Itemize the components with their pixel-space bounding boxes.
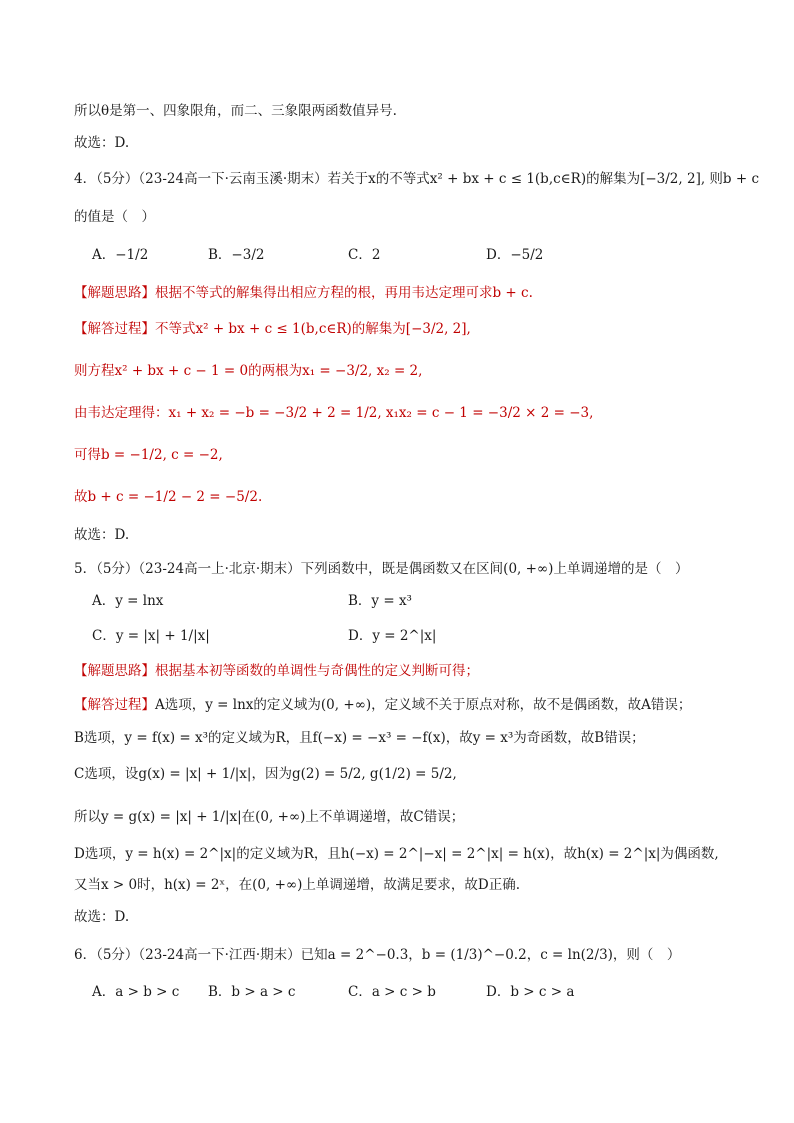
option-b: B．−3/2	[208, 247, 265, 263]
option-c: C．y = |x| + 1/|x|	[92, 628, 210, 644]
option-b: B．b > a > c	[208, 984, 296, 1000]
solution-step: B选项，y = f(x) = x³的定义域为R，且f(−x) = −x³ = −f(x)，故y = x³为奇函数，故B错误；	[74, 730, 645, 746]
answer-line: 故选：D.	[74, 527, 130, 543]
option-c: C．a > c > b	[348, 984, 436, 1000]
solution-step: 又当x > 0时，h(x) = 2ˣ，在(0, +∞)上单调递增，故满足要求，故D正确.	[74, 877, 521, 893]
option-d: D．b > c > a	[486, 984, 575, 1000]
option-a: A．−1/2	[92, 247, 149, 263]
option-c: C．2	[348, 247, 381, 263]
option-d: D．−5/2	[486, 247, 544, 263]
option-b: B．y = x³	[348, 593, 412, 609]
text-line: 所以θ是第一、四象限角，而二、三象限两函数值异号.	[74, 103, 397, 119]
option-a: A．a > b > c	[92, 984, 180, 1000]
question-4-stem: 4．（5分）（23-24高一下·云南玉溪·期末）若关于x的不等式x² + bx + c ≤ 1(b,c∈R)的解集为[−3/2, 2], 则b + c	[74, 171, 760, 187]
solution-step: C选项，设g(x) = |x| + 1/|x|，因为g(2) = 5/2, g(1/2) = 5/2,	[74, 766, 457, 782]
question-5-stem: 5．（5分）（23-24高一上·北京·期末）下列函数中，既是偶函数又在区间(0, +∞)上单调递增的是（ ）	[74, 561, 689, 577]
question-4-stem-cont: 的值是（ ）	[74, 209, 155, 225]
option-a: A．y = lnx	[92, 593, 164, 609]
solution-step: 所以y = g(x) = |x| + 1/|x|在(0, +∞)上不单调递增，故C错误；	[74, 809, 465, 825]
question-6-stem: 6．（5分）（23-24高一下·江西·期末）已知a = 2^−0.3，b = (1/3)^−0.2，c = ln(2/3)，则（ ）	[74, 947, 681, 963]
solution-process: 【解答过程】A选项，y = lnx的定义域为(0, +∞)，定义域不关于原点对称，故不是偶函数，故A错误；	[74, 697, 692, 713]
solution-step: 故b + c = −1/2 − 2 = −5/2.	[74, 489, 263, 505]
answer-line: 故选：D.	[74, 909, 130, 925]
solution-step: D选项，y = h(x) = 2^|x|的定义域为R，且h(−x) = 2^|−x| = 2^|x| = h(x)，故h(x) = 2^|x|为偶函数,	[74, 846, 719, 862]
option-d: D．y = 2^|x|	[348, 628, 437, 644]
solution-step: 可得b = −1/2, c = −2,	[74, 447, 223, 463]
solution-step: 由韦达定理得：x₁ + x₂ = −b = −3/2 + 2 = 1/2, x₁x₂ = c − 1 = −3/2 × 2 = −3,	[74, 405, 594, 421]
solution-idea: 【解题思路】根据基本初等函数的单调性与奇偶性的定义判断可得；	[74, 663, 479, 679]
interval: [−3/2, 2]	[640, 171, 701, 187]
solution-process: 【解答过程】不等式x² + bx + c ≤ 1(b,c∈R)的解集为[−3/2, 2],	[74, 321, 471, 337]
solution-idea: 【解题思路】根据不等式的解集得出相应方程的根，再用韦达定理可求b + c.	[74, 285, 533, 301]
answer-line: 故选：D.	[74, 135, 130, 151]
solution-step: 则方程x² + bx + c − 1 = 0的两根为x₁ = −3/2, x₂ = 2,	[74, 363, 423, 379]
